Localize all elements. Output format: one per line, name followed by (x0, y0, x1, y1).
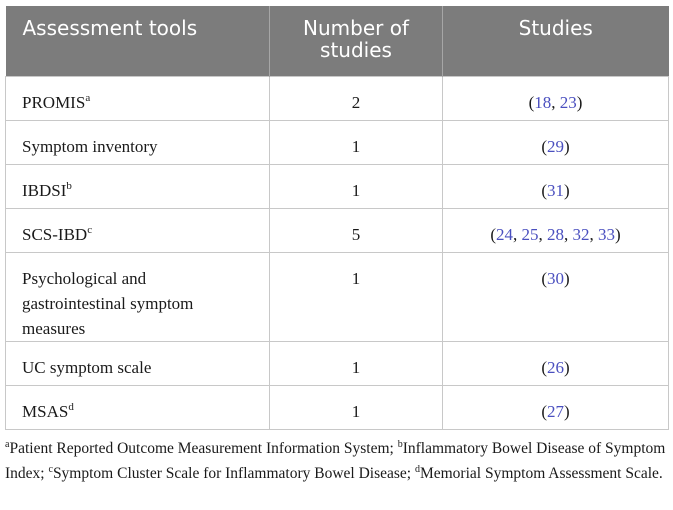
reference-link[interactable]: 26 (547, 358, 564, 377)
cell-count: 1 (270, 386, 443, 430)
header-studies: Studies (443, 6, 669, 77)
header-number-of-studies: Number of studies (270, 6, 443, 77)
reference-link[interactable]: 24 (496, 225, 513, 244)
cell-count: 1 (270, 121, 443, 165)
footnote-marker[interactable]: c (87, 224, 93, 236)
footnote-marker[interactable]: b (66, 180, 72, 192)
footnote-mark-b: b (397, 439, 403, 450)
reference-link[interactable]: 31 (547, 181, 564, 200)
table-footnotes (5, 436, 668, 486)
cell-studies: (18, 23) (443, 77, 669, 121)
table-row (6, 209, 669, 253)
footnote-marker[interactable]: d (68, 401, 74, 413)
footnote-a-text: Patient Reported Outcome Measurement Information System; (9, 440, 398, 457)
cell-tool: SCS-IBD$^c$ (6, 209, 270, 253)
table-row (6, 342, 669, 386)
footnote-mark-d: d (414, 464, 420, 475)
cell-tool: UC symptom scale (6, 342, 270, 386)
cell-tool: PROMIS$^a$ (6, 77, 270, 121)
footnote-b-text: Inflammatory Bowel Disease of Symptom Index; (5, 440, 666, 482)
cell-studies: (27) (443, 386, 669, 430)
reference-link[interactable]: 23 (559, 93, 577, 112)
footnote-marker[interactable]: a (85, 92, 91, 104)
table-row (6, 121, 669, 165)
cell-count: 2 (270, 77, 443, 121)
cell-tool: MSAS$^d$ (6, 386, 270, 430)
reference-link[interactable]: 18 (534, 93, 552, 112)
reference-link[interactable]: 33 (598, 225, 615, 244)
cell-count: 1 (270, 342, 443, 386)
cell-count: 1 (270, 165, 443, 209)
cell-studies: (29) (443, 121, 669, 165)
reference-link[interactable]: 28 (547, 225, 564, 244)
table-row (6, 386, 669, 430)
footnote-d-text: Memorial Symptom Assessment Scale. (419, 465, 663, 482)
table-row (6, 165, 669, 209)
reference-link[interactable]: 25 (521, 225, 539, 244)
reference-link[interactable]: 29 (547, 137, 564, 156)
reference-link[interactable]: 27 (547, 402, 564, 421)
cell-tool: IBDSI$^b$ (6, 165, 270, 209)
footnote-mark-a: a (5, 439, 10, 450)
table-header-row (6, 6, 669, 77)
footnote-mark-c: c (48, 464, 53, 475)
header-assessment-tools: Assessment tools (6, 6, 270, 77)
cell-studies: (24, 25, 28, 32, 33) (443, 209, 669, 253)
cell-studies: (26) (443, 342, 669, 386)
table-row (6, 253, 669, 342)
footnote-c-text: Symptom Cluster Scale for Inflammatory Bowel Disease; (52, 465, 415, 482)
assessment-tools-table (5, 6, 669, 430)
table-row (6, 77, 669, 121)
reference-link[interactable]: 30 (547, 269, 564, 288)
cell-count: 1 (270, 253, 443, 342)
cell-studies: (30) (443, 253, 669, 342)
cell-studies: (31) (443, 165, 669, 209)
cell-count: 5 (270, 209, 443, 253)
reference-link[interactable]: 32 (572, 225, 590, 244)
cell-tool: Symptom inventory (6, 121, 270, 165)
cell-tool: Psychological and gastrointestinal symptom measures (6, 253, 270, 342)
